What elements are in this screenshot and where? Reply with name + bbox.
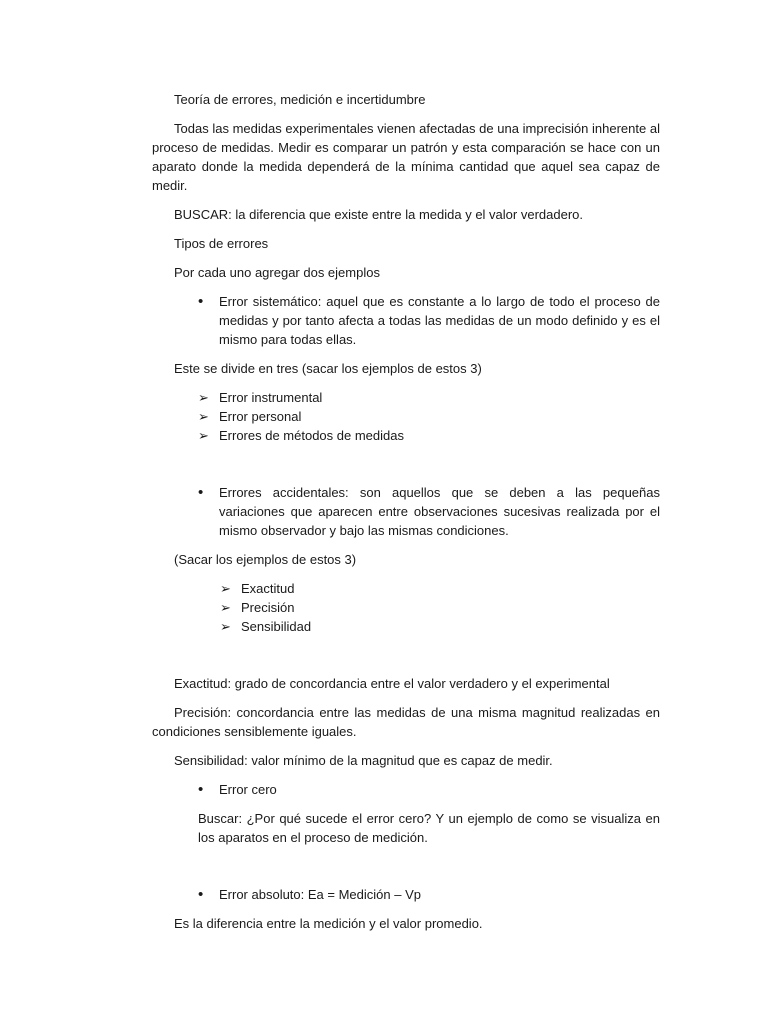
arrow-bullet-icon: ➢ xyxy=(198,390,209,405)
list-item-text: Errores de métodos de medidas xyxy=(219,428,404,443)
paragraph-por-cada: Por cada uno agregar dos ejemplos xyxy=(174,265,380,280)
list-item xyxy=(152,407,660,426)
bullet-dot-icon: • xyxy=(198,781,204,798)
list-item-text: Error absoluto: Ea = Medición – Vp xyxy=(219,887,421,902)
arrow-bullet-icon: ➢ xyxy=(220,581,231,596)
paragraph-intro: Todas las medidas experimentales vienen afectadas de una imprecisión inherente al proceso de medidas. Medir es comparar un patrón y esta comparación se hace con un aparato donde la medida dependerá de la mínima cantidad que aquel sea capaz de medir. xyxy=(152,121,660,193)
list-item-error-cero xyxy=(152,780,660,799)
list-item xyxy=(152,617,660,636)
list-item-text: Precisión xyxy=(241,600,295,615)
doc-title: Teoría de errores, medición e incertidumbre xyxy=(174,92,426,107)
paragraph-buscar: BUSCAR: la diferencia que existe entre la medida y el valor verdadero. xyxy=(174,207,583,222)
arrow-bullet-icon: ➢ xyxy=(220,619,231,634)
paragraph-divide: Este se divide en tres (sacar los ejemplos de estos 3) xyxy=(174,361,482,376)
arrow-list-tipos xyxy=(152,388,660,445)
list-item-text: Exactitud xyxy=(241,581,295,596)
list-item-error-absoluto xyxy=(152,885,660,904)
paragraph-buscar-error-cero: Buscar: ¿Por qué sucede el error cero? Y un ejemplo de como se visualiza en los aparatos en el proceso de medición. xyxy=(198,811,660,845)
list-item-text: Error personal xyxy=(219,409,302,424)
document-page xyxy=(152,90,660,933)
list-item xyxy=(152,388,660,407)
paragraph-precision: Precisión: concordancia entre las medidas de una misma magnitud realizadas en condiciones sensiblemente iguales. xyxy=(152,705,660,739)
paragraph-sensibilidad: Sensibilidad: valor mínimo de la magnitud que es capaz de medir. xyxy=(174,753,553,768)
arrow-bullet-icon: ➢ xyxy=(220,600,231,615)
list-item-text: Error cero xyxy=(219,782,277,797)
paragraph-tipos-errores: Tipos de errores xyxy=(174,236,269,251)
arrow-bullet-icon: ➢ xyxy=(198,409,209,424)
list-item-text: Sensibilidad xyxy=(241,619,312,634)
paragraph-sacar-ejemplos: (Sacar los ejemplos de estos 3) xyxy=(174,552,357,567)
list-item-text: Error instrumental xyxy=(219,390,323,405)
paragraph-diferencia: Es la diferencia entre la medición y el valor promedio. xyxy=(174,916,483,931)
bullet-dot-icon: • xyxy=(198,293,204,310)
bullet-dot-icon: • xyxy=(198,886,204,903)
list-item xyxy=(152,426,660,445)
list-item xyxy=(152,579,660,598)
arrow-bullet-icon: ➢ xyxy=(198,428,209,443)
list-item-errores-accidentales xyxy=(152,483,660,540)
bullet-dot-icon: • xyxy=(198,484,204,501)
list-item xyxy=(152,598,660,617)
list-item-error-sistematico xyxy=(152,292,660,349)
paragraph-exactitud: Exactitud: grado de concordancia entre el valor verdadero y el experimental xyxy=(174,676,610,691)
arrow-list-calidades xyxy=(152,579,660,636)
list-item-text: Error sistemático: aquel que es constante a lo largo de todo el proceso de medidas y por tanto afecta a todas las medidas de un modo definido y es el mismo para todas ellas. xyxy=(219,294,660,347)
list-item-text: Errores accidentales: son aquellos que se deben a las pequeñas variaciones que aparecen entre observaciones sucesivas realizada por el mismo observador y bajo las mismas condiciones. xyxy=(219,485,660,538)
